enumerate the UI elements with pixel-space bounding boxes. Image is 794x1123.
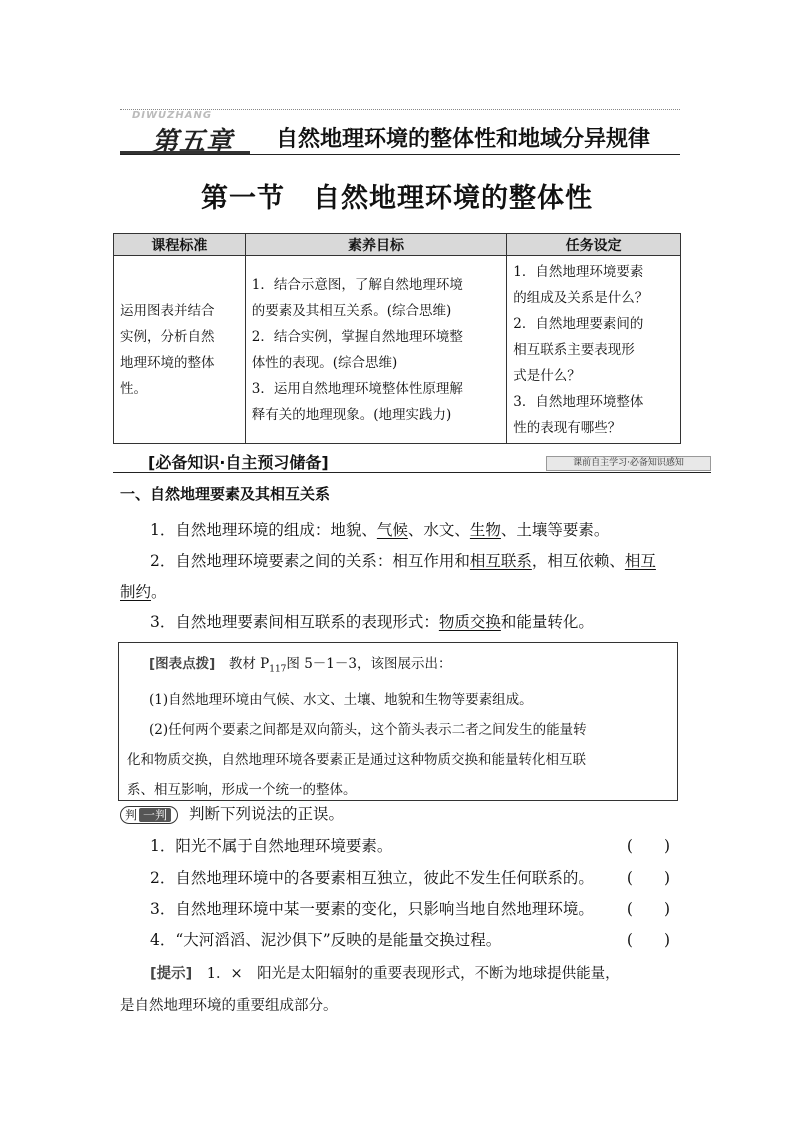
table-header-task: 任务设定 (507, 234, 681, 256)
paragraph-relation (120, 546, 680, 608)
task-line: 性的表现有哪些？ (513, 419, 622, 436)
table-header-goal: 素养目标 (245, 234, 507, 256)
table-header-standard: 课程标准 (114, 234, 246, 256)
underlined-term: 气候 (376, 521, 408, 539)
judge-question (150, 895, 670, 923)
chapter-title: 自然地理环境的整体性和地域分异规律 (276, 126, 651, 152)
goal-line: 2．结合实例，掌握自然地理环境整 (251, 328, 463, 345)
heading-elements: 一、自然地理要素及其相互关系 (120, 485, 331, 503)
judge-question (150, 926, 670, 954)
subscript: 117 (269, 664, 287, 675)
standard-cell (114, 256, 246, 444)
underlined-term: 相互联系 (469, 552, 532, 570)
question-text: 4．“大河滔滔、泥沙俱下”反映的是能量交换过程。 (150, 931, 502, 949)
goal-line: 释有关的地理现象。(地理实践力) (251, 406, 452, 423)
header-rule (120, 154, 680, 155)
text-span: 图 5－1－3，该图展示出： (286, 656, 452, 672)
badge-text-dark: 一判 (139, 808, 171, 822)
chapter-pinyin: DIWUZHANG (132, 110, 213, 121)
answer-blank[interactable]: ( ) (626, 837, 670, 855)
goal-line: 体性的表现。(综合思维) (251, 354, 398, 371)
table-row (114, 256, 681, 444)
goal-line: 的要素及其相互关系。(综合思维) (251, 302, 452, 319)
hint-line: 是自然地理环境的重要组成部分。 (120, 998, 338, 1014)
standard-line: 运用图表并结合 (120, 302, 215, 319)
answer-blank[interactable]: ( ) (626, 869, 670, 887)
paragraph-composition (120, 515, 680, 545)
paragraph-forms (120, 607, 680, 637)
judge-question (150, 864, 670, 892)
text-span: 、水文、 (407, 521, 470, 539)
goal-cell (245, 256, 507, 444)
box-line: 化和物质交换，自然地理环境各要素正是通过这种物质交换和能量转化相互联 (127, 751, 586, 768)
judge-heading (120, 800, 344, 828)
text-span: 2．自然地理环境要素之间的关系：相互作用和 (150, 552, 470, 570)
question-text: 3．自然地理环境中某一要素的变化，只影响当地自然地理环境。 (150, 900, 594, 918)
standard-line: 地理环境的整体 (120, 354, 215, 371)
goal-line: 1．结合示意图，了解自然地理环境 (251, 276, 463, 293)
task-line: 1．自然地理环境要素 (513, 263, 644, 280)
text-span: 。 (151, 583, 167, 601)
underlined-term: 物质交换 (438, 613, 501, 631)
question-text: 2．自然地理环境中的各要素相互独立，彼此不发生任何联系的。 (150, 869, 594, 887)
chart-hint-box (118, 642, 678, 801)
judge-badge (120, 806, 178, 824)
text-span: ，相互依赖、 (531, 552, 625, 570)
answer-blank[interactable]: ( ) (626, 900, 670, 918)
standard-line: 实例，分析自然 (120, 328, 215, 345)
table-header-row (114, 234, 681, 256)
text-span: 、土壤等要素。 (500, 521, 610, 539)
box-intro-line (127, 649, 669, 685)
hint-line (120, 958, 680, 990)
standard-line: 性。 (120, 380, 147, 397)
text-span: 1．× 阳光是太阳辐射的重要表现形式，不断为地球提供能量， (192, 966, 620, 982)
text-span: 教材 P (215, 656, 270, 672)
standards-table (113, 233, 681, 444)
judge-question (150, 832, 670, 860)
hint-tag: [提示] (150, 966, 193, 982)
goal-line: 3．运用自然地理环境整体性原理解 (251, 380, 463, 397)
task-line: 式是什么？ (513, 367, 581, 384)
task-cell (507, 256, 681, 444)
task-line: 的组成及关系是什么？ (513, 289, 649, 306)
text-span: 3．自然地理要素间相互联系的表现形式： (150, 613, 439, 631)
badge-text: 判 (125, 808, 138, 822)
chapter-badge: 第五章 (152, 127, 234, 157)
box-line: (2)任何两个要素之间都是双向箭头，这个箭头表示二者之间发生的能量转 (149, 721, 587, 738)
text-span: 1．自然地理环境的组成：地貌、 (150, 521, 377, 539)
box-line: (1)自然地理环境由气候、水文、土壤、地貌和生物等要素组成。 (149, 691, 533, 708)
text-span: 和能量转化。 (500, 613, 594, 631)
section-title: 第一节 自然地理环境的整体性 (201, 183, 593, 214)
answer-blank[interactable]: ( ) (626, 931, 670, 949)
underlined-term: 生物 (469, 521, 501, 539)
underlined-term: 相互 (624, 552, 656, 570)
hint-block (120, 958, 680, 1022)
judge-instruction: 判断下列说法的正误。 (188, 805, 344, 823)
task-line: 3．自然地理环境整体 (513, 393, 644, 410)
question-text: 1．阳光不属于自然地理环境要素。 (150, 837, 393, 855)
task-line: 相互联系主要表现形 (513, 341, 635, 358)
section-banner-title: [必备知识·自主预习储备] (148, 453, 329, 472)
task-line: 2．自然地理要素间的 (513, 315, 644, 332)
banner-rule (113, 472, 711, 473)
box-tag: [图表点拨] (149, 656, 216, 672)
section-banner-tag: 课前自主学习·必备知识感知 (546, 456, 711, 471)
underlined-term: 制约 (120, 583, 152, 601)
box-line: 系、相互影响，形成一个统一的整体。 (127, 781, 357, 798)
